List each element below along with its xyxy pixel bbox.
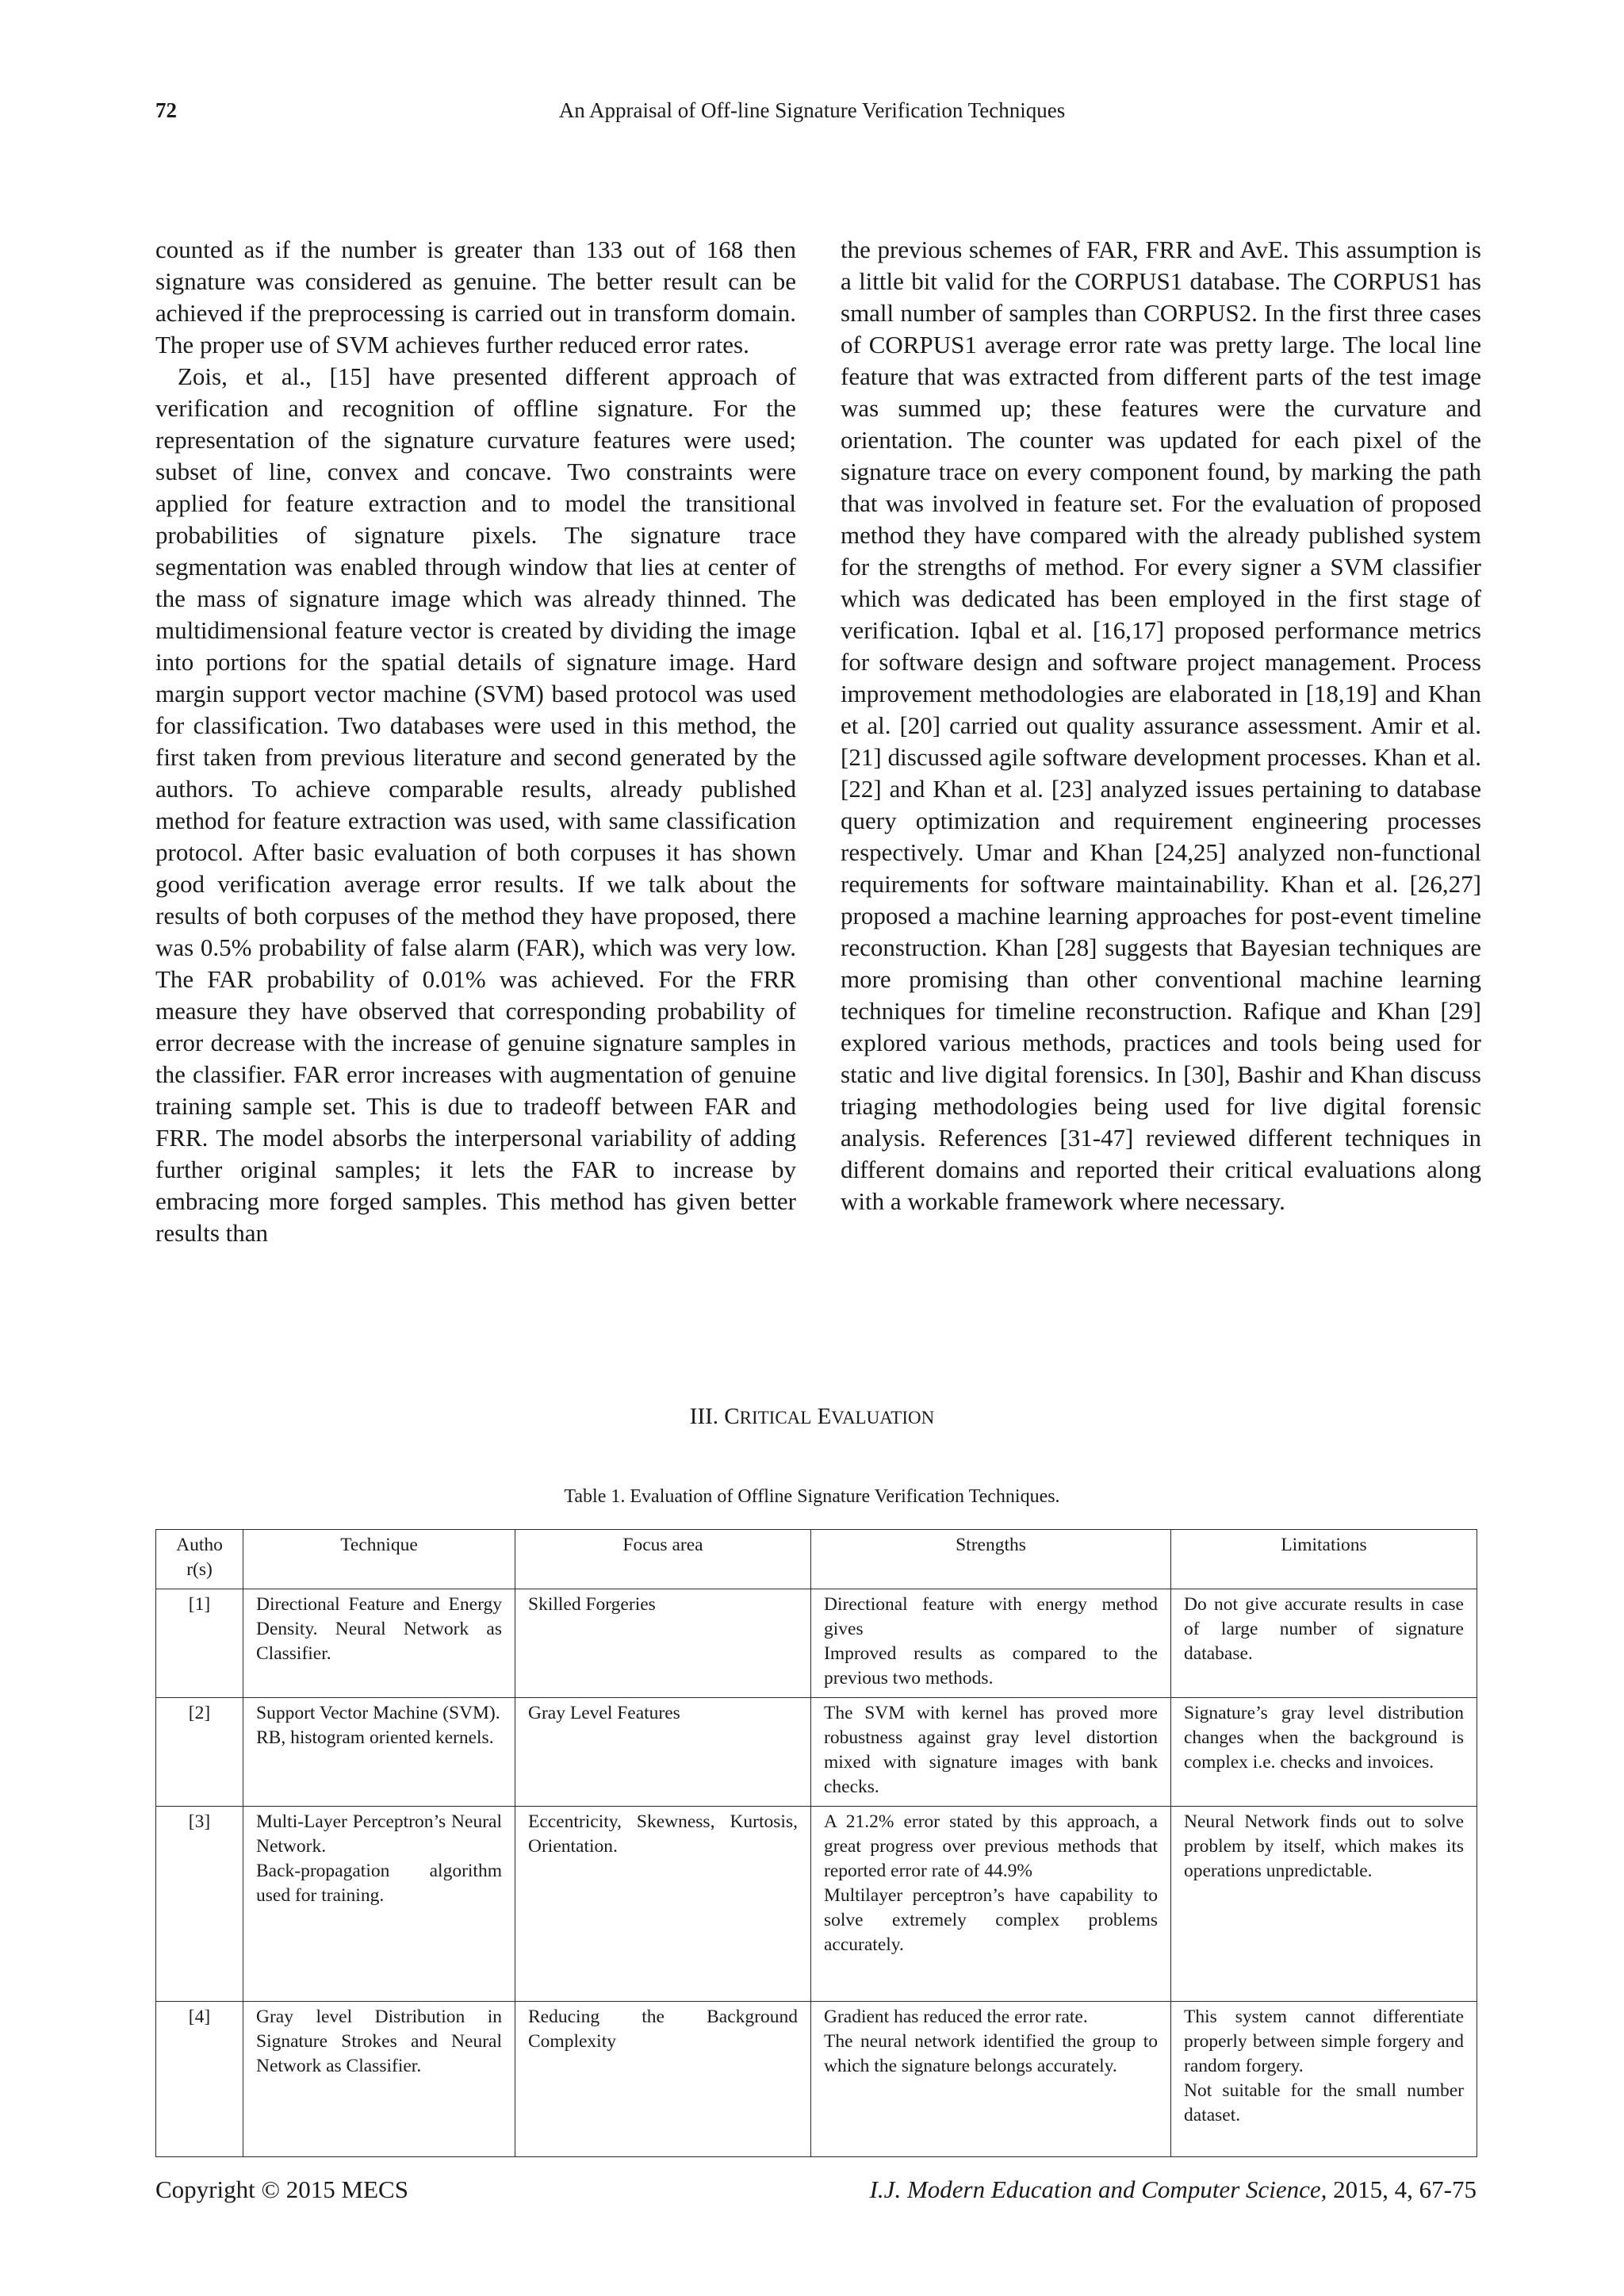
left-paragraph-1: counted as if the number is greater than 133 out of 168 then signature was considered as genuine. The better result can be achieved if the preprocessing is carried out in transform domain. The proper use of SVM achieves further reduced error rates. (155, 236, 796, 358)
table-row (156, 2002, 1477, 2157)
header-author: Autho r(s) (156, 1530, 243, 1589)
cell-strengths: A 21.2% error stated by this approach, a great progress over previous methods that reported error rate of 44.9% Multilayer perceptron’s have capability to solve extremely complex problems accurately. (811, 1807, 1171, 2002)
right-column (841, 234, 1481, 1217)
section-heading (0, 1404, 1624, 1430)
left-paragraph-2: Zois, et al., [15] have presented different approach of verification and recognition of offline signature. For the representation of the signature curvature features were used; subset of line, convex and concave. Two constraints were applied for feature extraction and to model the transitional probabilities of signature pixels. The signature trace segmentation was enabled through window that lies at center of the mass of signature image which was already thinned. The multidimensional feature vector is created by dividing the image into portions for the spatial details of signature image. Hard margin support vector machine (SVM) based protocol was used for classification. Two databases were used in this method, the first taken from previous literature and second generated by the authors. To achieve comparable results, already published method for feature extraction was used, with same classification protocol. After basic evaluation of both corpuses it has shown good verification average error results. If we talk about the results of both corpuses of the method they have proposed, there was 0.5% probability of false alarm (FAR), which was very low. The FAR probability of 0.01% was achieved. For the FRR measure they have observed that corresponding probability of error decrease with the increase of genuine signature samples in the classifier. FAR error increases with augmentation of genuine training sample set. This is due to tradeoff between FAR and FRR. The model absorbs the interpersonal variability of adding further original samples; it lets the FAR to increase by embracing more forged samples. This method has given better results than (155, 362, 796, 1247)
journal-name: I.J. Modern Education and Computer Science, (869, 2175, 1327, 2203)
header-strengths: Strengths (811, 1530, 1171, 1589)
cell-strengths: The SVM with kernel has proved more robustness against gray level distortion mixed with signature images with bank checks. (811, 1698, 1171, 1807)
table-header-row (156, 1530, 1477, 1589)
page-number: 72 (155, 98, 177, 122)
cell-limitations: Signature’s gray level distribution changes when the background is complex i.e. checks and invoices. (1171, 1698, 1477, 1807)
footer-copyright: Copyright © 2015 MECS (155, 2175, 408, 2203)
header-technique: Technique (243, 1530, 515, 1589)
table-caption: Table 1. Evaluation of Offline Signature Verification Techniques. (564, 1486, 1060, 1507)
cell-limitations: Do not give accurate results in case of large number of signature database. (1171, 1589, 1477, 1698)
journal-volume: 2015, 4, 67-75 (1327, 2175, 1477, 2203)
cell-author: [1] (156, 1589, 243, 1698)
header-focus-area: Focus area (515, 1530, 811, 1589)
evaluation-table (155, 1529, 1477, 2157)
left-column (155, 234, 796, 1249)
cell-focus: Reducing the Background Complexity (515, 2002, 811, 2157)
cell-strengths: Directional feature with energy method gives Improved results as compared to the previous two methods. (811, 1589, 1171, 1698)
table-row (156, 1807, 1477, 2002)
cell-author: [3] (156, 1807, 243, 2002)
cell-technique: Multi-Layer Perceptron’s Neural Network. Back-propagation algorithm used for training. (243, 1807, 515, 2002)
cell-author: [2] (156, 1698, 243, 1807)
cell-technique: Support Vector Machine (SVM). RB, histogram oriented kernels. (243, 1698, 515, 1807)
right-paragraph-1: the previous schemes of FAR, FRR and AvE. This assumption is a little bit valid for the CORPUS1 database. The CORPUS1 has small number of samples than CORPUS2. In the first three cases of CORPUS1 average error rate was pretty large. The local line feature that was extracted from different parts of the test image was summed up; these features were the curvature and orientation. The counter was updated for each pixel of the signature trace on every component found, by marking the path that was involved in feature set. For the evaluation of proposed method they have compared with the already published system for the strengths of method. For every signer a SVM classifier which was dedicated has been employed in the first stage of verification. Iqbal et al. [16,17] proposed performance metrics for software design and software project management. Process improvement methodologies are elaborated in [18,19] and Khan et al. [20] carried out quality assurance assessment. Amir et al. [21] discussed agile software development processes. Khan et al. [22] and Khan et al. [23] analyzed issues pertaining to database query optimization and requirement engineering processes respectively. Umar and Khan [24,25] analyzed non-functional requirements for software maintainability. Khan et al. [26,27] proposed a machine learning approaches for post-event timeline reconstruction. Khan [28] suggests that Bayesian techniques are more promising than other conventional machine learning techniques for timeline reconstruction. Rafique and Khan [29] explored various methods, practices and tools being used for static and live digital forensics. In [30], Bashir and Khan discuss triaging methodologies being used for live digital forensic analysis. References [31-47] reviewed different techniques in different domains and reported their critical evaluations along with a workable framework where necessary. (841, 236, 1481, 1215)
cell-technique: Directional Feature and Energy Density. Neural Network as Classifier. (243, 1589, 515, 1698)
cell-author: [4] (156, 2002, 243, 2157)
cell-limitations: Neural Network finds out to solve problem by itself, which makes its operations unpredictable. (1171, 1807, 1477, 2002)
cell-strengths: Gradient has reduced the error rate. The neural network identified the group to which the signature belongs accurately. (811, 2002, 1171, 2157)
table-row (156, 1698, 1477, 1807)
header-limitations: Limitations (1171, 1530, 1477, 1589)
cell-focus: Gray Level Features (515, 1698, 811, 1807)
cell-technique: Gray level Distribution in Signature Strokes and Neural Network as Classifier. (243, 2002, 515, 2157)
table-row (156, 1589, 1477, 1698)
section-numeral: III. (689, 1404, 719, 1429)
section-title: CRITICAL EVALUATION (724, 1404, 935, 1429)
cell-limitations: This system cannot differentiate properly between simple forgery and random forgery. Not suitable for the small number dataset. (1171, 2002, 1477, 2157)
running-title: An Appraisal of Off-line Signature Verification Techniques (558, 98, 1066, 122)
cell-focus: Skilled Forgeries (515, 1589, 811, 1698)
footer-journal-citation (870, 2175, 1477, 2204)
cell-focus: Eccentricity, Skewness, Kurtosis, Orientation. (515, 1807, 811, 2002)
